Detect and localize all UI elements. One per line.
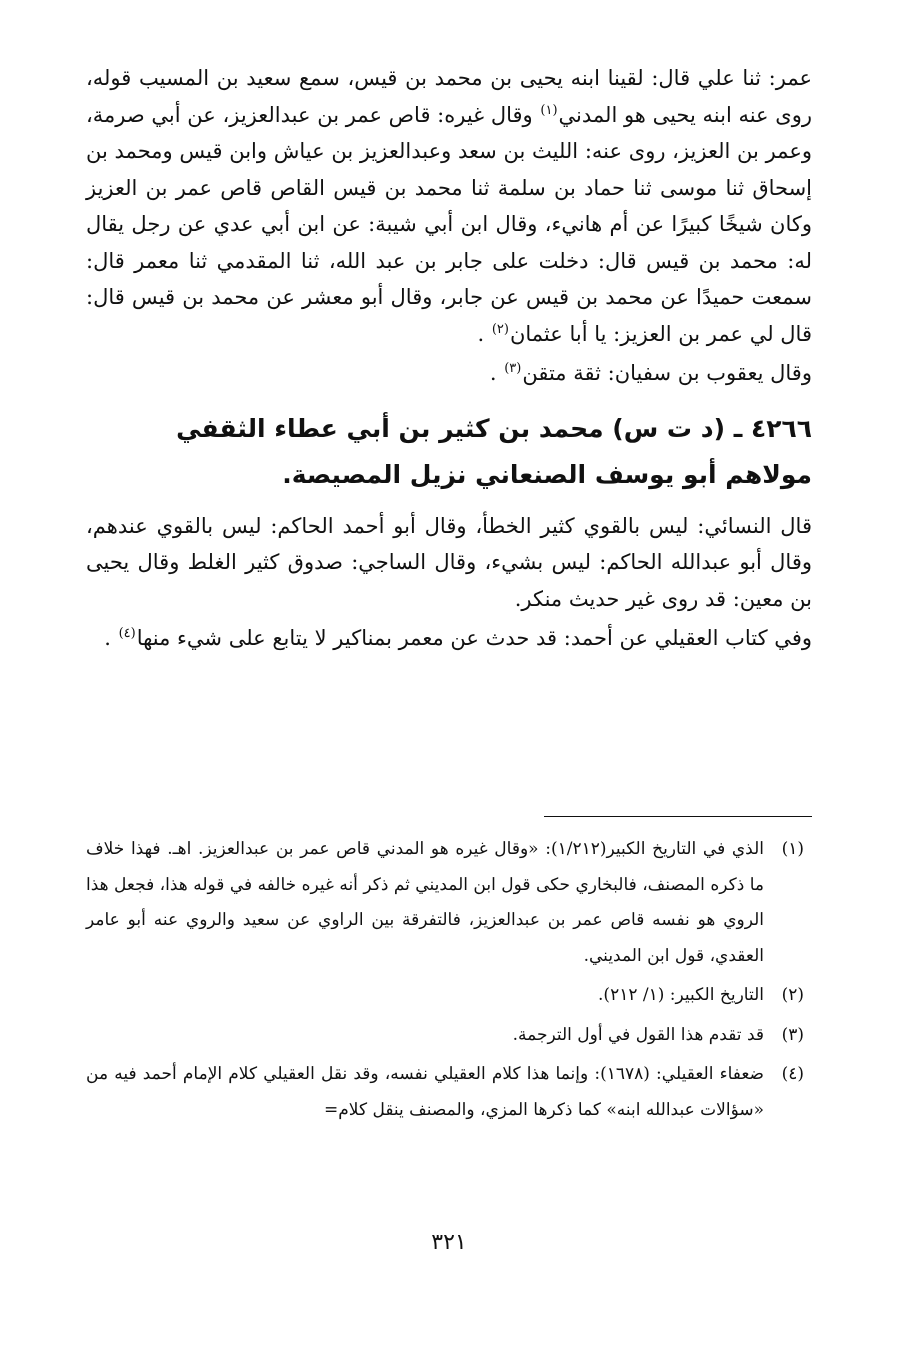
footnote-ref[interactable]: (١) [540,102,558,118]
book-page [86,60,812,1355]
entry-paragraph: قال النسائي: ليس بالقوي كثير الخطأ، وقال أبو أحمد الحاكم: ليس بالقوي عندهم، وقال أبو عبدالله الحاكم: ليس بشيء، وقال الساجي: صدوق كثير الغلط وقال يحيى بن معين: قد روى غير حديث منكر. [86,513,812,611]
footnote-number: (٢) [781,985,804,1005]
biography-paragraph [86,60,812,352]
footnote-item [86,1057,804,1128]
entry-paragraph [86,620,812,657]
footnotes-section [86,832,804,1132]
footnote-text: ضعفاء العقيلي: (١٦٧٨): وإنما هذا كلام العقيلي نفسه، وقد نقل العقيلي كلام الإمام أحمد فيه من «سؤالات عبدالله ابنه» كما ذكرها المزي، والمصنف ينقل كلام= [86,1064,764,1120]
footnote-ref[interactable]: (٣) [504,361,522,376]
footnote-number: (٣) [781,1024,804,1045]
text-segment: . [477,321,485,346]
text-segment: . [104,626,111,650]
biography-paragraph [86,355,812,392]
main-text [86,60,812,657]
footnote-item [86,1018,804,1054]
footnote-text: قد تقدم هذا القول في أول الترجمة. [512,1024,764,1045]
footnote-ref[interactable]: (٤) [118,626,136,641]
footnote-number: (١) [781,839,804,859]
footnote-ref[interactable]: (٢) [491,321,509,337]
footnote-separator [544,816,812,817]
footnote-number: (٤) [781,1064,804,1084]
text-segment: . [489,361,497,385]
page-number: ٣٢١ [431,1230,467,1255]
text-segment: عمر: ثنا علي قال: لقينا ابنه يحيى بن محمد بن قيس، سمع سعيد بن المسيب قوله، روى عنه ابنه يحيى هو المدني [86,66,812,127]
text-segment: وقال غيره: قاص عمر بن عبدالعزيز، عن أبي صرمة، وعمر بن العزيز، روى عنه: الليث بن سعد وعبدالعزيز بن عياش وابن قيس ومحمد بن إسحاق ثنا موسى ثنا حماد بن سلمة ثنا محمد بن قيس القاص قاص عمر بن العزيز وكان شيخًا كبيرًا عن أم هانيء، وقال ابن أبي شيبة: عن ابن أبي عدي عن رجل يقال له: محمد بن قيس قال: دخلت على جابر بن عبد الله، ثنا المقدمي ثنا معمر قال: سمعت حميدًا عن محمد بن قيس عن جابر، وقال أبو معشر عن محمد بن قيس قال: قال لي عمر بن العزيز: يا أبا عثمان [86,102,812,346]
footnote-text: التاريخ الكبير: (١/ ٢١٢). [598,985,764,1005]
entry-heading: ٤٢٦٦ ـ (د ت س) محمد بن كثير بن أبي عطاء الثقفي مولاهم أبو يوسف الصنعاني نزيل المصيصة. [176,413,812,489]
text-segment: وقال يعقوب بن سفيان: ثقة متقن [522,361,812,385]
footnote-item [86,832,804,974]
footnote-text: الذي في التاريخ الكبير(١/٢١٢): «وقال غيره هو المدني قاص عمر بن عبدالعزيز. اهـ. فهذا خلاف ما ذكره المصنف، فالبخاري حكى قول ابن المديني ثم ذكر أنه غيره خالفه في قوله هذا، فجعل هذا الروي هو نفسه قاص عمر بن عبدالعزيز، فالتفرقة بين الراوي عن سعيد والروي عنه أبو عامر العقدي، قول ابن المديني. [86,839,764,966]
footnote-item [86,978,804,1014]
text-segment: وفي كتاب العقيلي عن أحمد: قد حدث عن معمر بمناكير لا يتابع على شيء منها [136,626,812,650]
